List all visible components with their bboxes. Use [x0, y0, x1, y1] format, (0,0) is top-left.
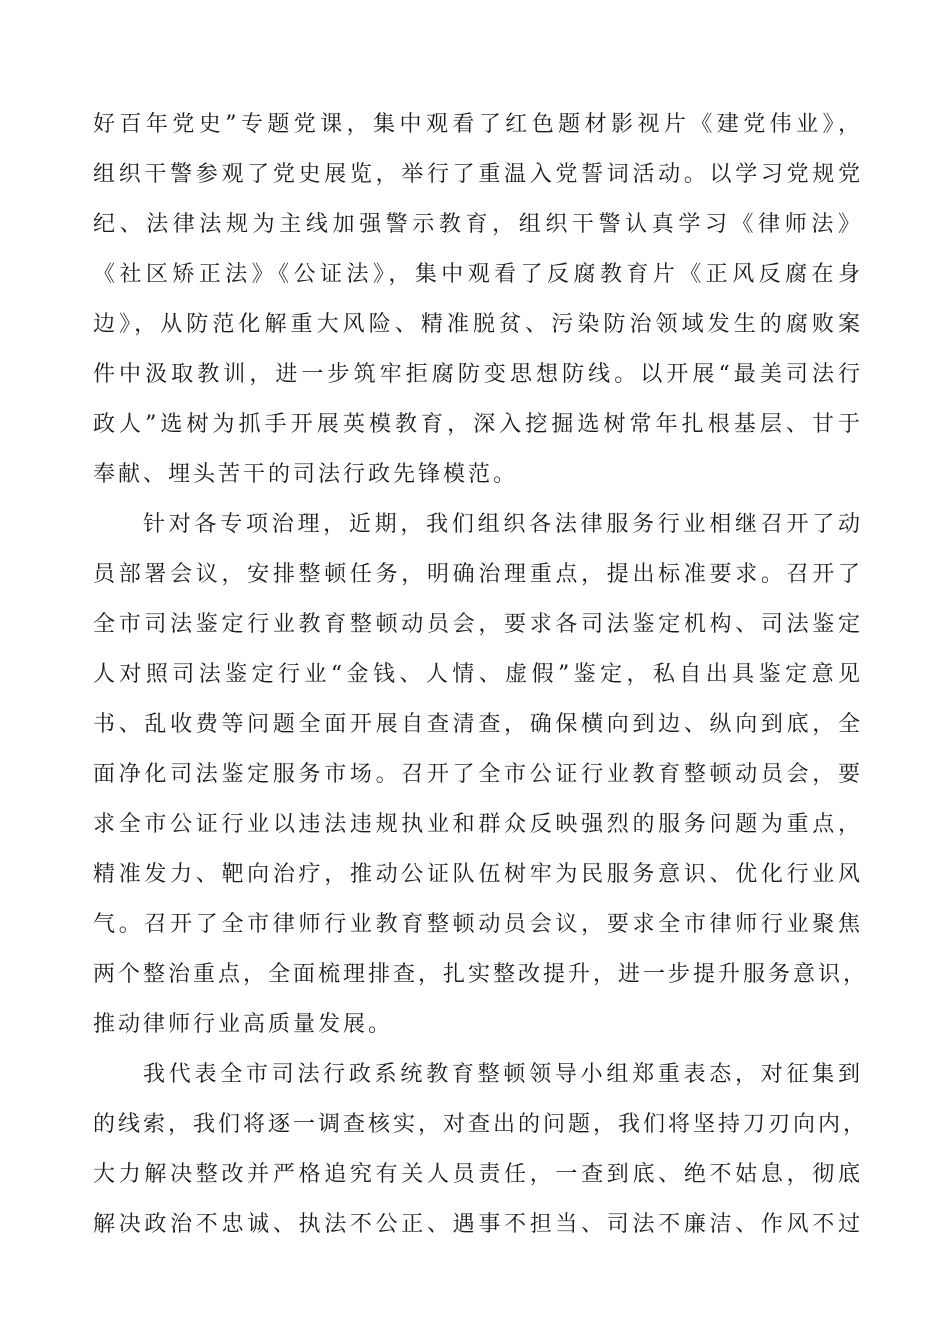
paragraph — [93, 1050, 869, 1250]
text-line: 针对各专项治理，近期，我们组织各法律服务行业相继召开了动 — [143, 512, 863, 537]
text-line: 边》，从防范化解重大风险、精准脱贫、污染防治领域发生的腐败案 — [93, 312, 863, 337]
paragraph — [93, 500, 869, 1050]
text-line: 气。召开了全市律师行业教育整顿动员会议，要求全市律师行业聚焦 — [93, 912, 863, 937]
text-line: 人对照司法鉴定行业“金钱、人情、虚假”鉴定，私自出具鉴定意见 — [93, 662, 863, 687]
text-line: 政人”选树为抓手开展英模教育，深入挖掘选树常年扎根基层、甘于 — [93, 412, 863, 437]
text-line: 员部署会议，安排整顿任务，明确治理重点，提出标准要求。召开了 — [93, 562, 863, 587]
paragraph — [93, 100, 863, 500]
text-line: 的线索，我们将逐一调查核实，对查出的问题，我们将坚持刀刃向内， — [93, 1112, 869, 1137]
text-line: 求全市公证行业以违法违规执业和群众反映强烈的服务问题为重点， — [93, 812, 863, 837]
text-line: 《社区矫正法》《公证法》，集中观看了反腐教育片《正风反腐在身 — [93, 262, 863, 287]
text-line: 件中汲取教训，进一步筑牢拒腐防变思想防线。以开展“最美司法行 — [93, 362, 863, 387]
text-line: 推动律师行业高质量发展。 — [93, 1012, 394, 1037]
text-line: 奉献、埋头苦干的司法行政先锋模范。 — [93, 462, 519, 487]
text-line: 好百年党史”专题党课，集中观看了红色题材影视片《建党伟业》， — [93, 112, 863, 137]
text-line: 组织干警参观了党史展览，举行了重温入党誓词活动。以学习党规党 — [93, 162, 863, 187]
text-line: 面净化司法鉴定服务市场。召开了全市公证行业教育整顿动员会，要 — [93, 762, 863, 787]
text-line: 全市司法鉴定行业教育整顿动员会，要求各司法鉴定机构、司法鉴定 — [93, 612, 863, 637]
text-line: 大力解决整改并严格追究有关人员责任，一查到底、绝不姑息，彻底 — [93, 1162, 863, 1187]
text-line: 纪、法律法规为主线加强警示教育，组织干警认真学习《律师法》 — [93, 212, 863, 237]
text-line: 解决政治不忠诚、执法不公正、遇事不担当、司法不廉洁、作风不过 — [93, 1212, 863, 1237]
text-line: 精准发力、靶向治疗，推动公证队伍树牢为民服务意识、优化行业风 — [93, 862, 863, 887]
text-line: 两个整治重点，全面梳理排查，扎实整改提升，进一步提升服务意识， — [93, 962, 869, 987]
text-line: 我代表全市司法行政系统教育整顿领导小组郑重表态，对征集到 — [143, 1062, 863, 1087]
text-line: 书、乱收费等问题全面开展自查清查，确保横向到边、纵向到底，全 — [93, 712, 863, 737]
document-body — [93, 100, 869, 1250]
